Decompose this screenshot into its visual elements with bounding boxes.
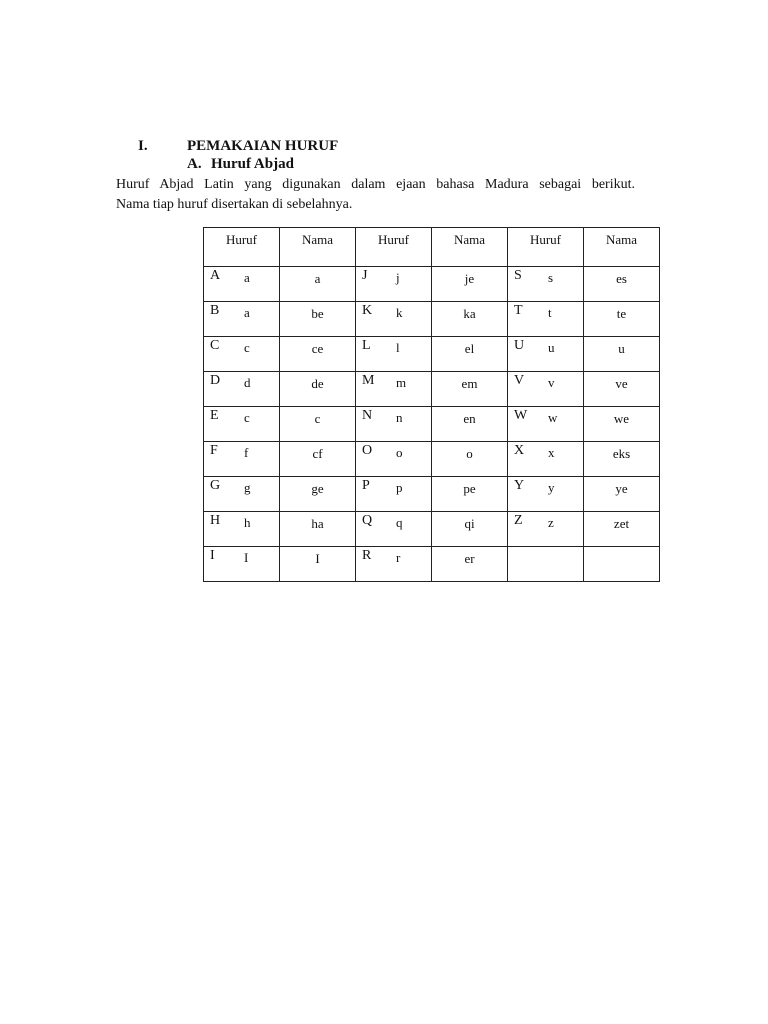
uppercase-letter: T: [514, 303, 523, 318]
uppercase-letter: S: [514, 268, 522, 283]
lowercase-letter: t: [548, 305, 552, 320]
letter-name-cell: [280, 337, 356, 372]
table-row: [204, 337, 660, 372]
letter-name: de: [311, 376, 324, 391]
letter-name-cell: [584, 547, 660, 582]
table-row: [204, 407, 660, 442]
letter-cell: [356, 372, 432, 407]
lowercase-letter: f: [244, 445, 249, 460]
letter-cell: [204, 337, 280, 372]
letter-name-cell: [280, 302, 356, 337]
letter-name: ce: [311, 341, 324, 356]
letter-name: pe: [463, 481, 476, 496]
letter-name-cell: [584, 442, 660, 477]
letter-name-cell: [280, 372, 356, 407]
table-row: [204, 442, 660, 477]
letter-name: je: [464, 271, 475, 286]
letter-name: ye: [615, 481, 628, 496]
uppercase-letter: N: [362, 408, 373, 423]
table-row: [204, 302, 660, 337]
letter-name-cell: [432, 512, 508, 547]
uppercase-letter: Y: [514, 478, 525, 493]
letter-name-cell: [280, 267, 356, 302]
lowercase-letter: z: [548, 515, 554, 530]
lowercase-letter: y: [548, 480, 555, 495]
letter-cell: [356, 407, 432, 442]
letter-cell: [204, 267, 280, 302]
subsection-heading: [187, 156, 294, 173]
lowercase-letter: o: [396, 445, 403, 460]
table-row: [204, 512, 660, 547]
uppercase-letter: A: [210, 268, 221, 283]
letter-name-cell: [584, 337, 660, 372]
letter-cell: [204, 302, 280, 337]
letter-name-cell: [584, 512, 660, 547]
letter-name: [584, 548, 659, 551]
header-nama-1: Nama: [280, 228, 356, 267]
letter-name: c: [314, 411, 321, 426]
table-row: [204, 547, 660, 582]
letter-name: o: [466, 446, 473, 461]
lowercase-letter: h: [244, 515, 251, 530]
lowercase-letter: u: [548, 340, 555, 355]
letter-name: em: [461, 376, 478, 391]
header-huruf-2: Huruf: [356, 228, 432, 267]
letter-name: a: [314, 271, 321, 286]
lowercase-letter: g: [244, 480, 251, 495]
uppercase-letter: P: [362, 478, 370, 493]
letter-name-cell: [432, 337, 508, 372]
lowercase-letter: j: [396, 270, 400, 285]
letter-name: eks: [612, 446, 631, 461]
uppercase-letter: R: [362, 548, 372, 563]
header-nama-3: Nama: [584, 228, 660, 267]
intro-line-1: Huruf Abjad Latin yang digunakan dalam ejaan bahasa Madura sebagai berikut.: [116, 177, 635, 192]
lowercase-letter: d: [244, 375, 251, 390]
uppercase-letter: W: [514, 408, 528, 423]
letter-name-cell: [280, 407, 356, 442]
uppercase-letter: Z: [514, 513, 523, 528]
lowercase-letter: l: [396, 340, 400, 355]
letter-cell: [508, 267, 584, 302]
uppercase-letter: Q: [362, 513, 373, 528]
lowercase-letter: r: [396, 550, 401, 565]
letter-cell: [508, 372, 584, 407]
letter-cell: [204, 407, 280, 442]
letter-cell: [508, 302, 584, 337]
uppercase-letter: O: [362, 443, 373, 458]
table-row: [204, 267, 660, 302]
uppercase-letter: D: [210, 373, 221, 388]
letter-name: er: [464, 551, 475, 566]
intro-line-2: Nama tiap huruf disertakan di sebelahnya.: [116, 197, 353, 212]
letter-name-cell: [432, 442, 508, 477]
letter-name: qi: [464, 516, 475, 531]
letter-name-cell: [432, 547, 508, 582]
uppercase-letter: H: [210, 513, 221, 528]
alphabet-table: [203, 227, 660, 582]
uppercase-letter: U: [514, 338, 525, 353]
letter-cell: [204, 512, 280, 547]
letter-cell: [356, 442, 432, 477]
letter-name-cell: [280, 477, 356, 512]
header-huruf-1: Huruf: [204, 228, 280, 267]
section-title: PEMAKAIAN HURUF: [187, 138, 339, 154]
letter-name-cell: [584, 477, 660, 512]
uppercase-letter: I: [210, 548, 215, 563]
letter-cell: [204, 442, 280, 477]
letter-cell: [356, 547, 432, 582]
lowercase-letter: c: [244, 410, 250, 425]
letter-name: ka: [463, 306, 476, 321]
letter-name-cell: [280, 512, 356, 547]
lowercase-letter: I: [244, 550, 249, 565]
header-huruf-3: Huruf: [508, 228, 584, 267]
uppercase-letter: V: [514, 373, 525, 388]
letter-name: ve: [615, 376, 628, 391]
letter-name-cell: [432, 372, 508, 407]
letter-name-cell: [584, 407, 660, 442]
letter-cell: [356, 267, 432, 302]
lowercase-letter: c: [244, 340, 250, 355]
table-header-row: [204, 228, 660, 267]
uppercase-letter: C: [210, 338, 220, 353]
letter-cell: [204, 372, 280, 407]
section-number: I.: [138, 138, 148, 154]
uppercase-letter: K: [362, 303, 373, 318]
letter-name-cell: [280, 442, 356, 477]
letter-cell: [204, 477, 280, 512]
lowercase-letter: w: [548, 410, 558, 425]
table-row: [204, 372, 660, 407]
letter-cell: [356, 512, 432, 547]
intro-paragraph: [116, 175, 635, 215]
uppercase-letter: J: [362, 268, 368, 283]
lowercase-letter: m: [396, 375, 407, 390]
header-nama-2: Nama: [432, 228, 508, 267]
uppercase-letter: B: [210, 303, 220, 318]
letter-name: te: [616, 306, 627, 321]
letter-name: es: [616, 271, 627, 286]
letter-name-cell: [432, 302, 508, 337]
subsection-letter: A.: [187, 156, 202, 172]
letter-cell: [356, 477, 432, 512]
letter-cell: [508, 407, 584, 442]
letter-name: u: [618, 341, 625, 356]
letter-cell: [204, 547, 280, 582]
letter-name: I: [315, 551, 320, 566]
lowercase-letter: x: [548, 445, 555, 460]
uppercase-letter: M: [362, 373, 375, 388]
letter-name: ge: [311, 481, 324, 496]
lowercase-letter: p: [396, 480, 403, 495]
letter-cell: [508, 337, 584, 372]
letter-name: en: [463, 411, 476, 426]
letter-name-cell: [584, 302, 660, 337]
letter-cell: [356, 302, 432, 337]
letter-cell: [356, 337, 432, 372]
letter-name-cell: [280, 547, 356, 582]
table-row: [204, 477, 660, 512]
letter-cell: [508, 477, 584, 512]
lowercase-letter: n: [396, 410, 403, 425]
letter-name-cell: [432, 267, 508, 302]
letter-name-cell: [584, 372, 660, 407]
lowercase-letter: v: [548, 375, 555, 390]
lowercase-letter: k: [396, 305, 403, 320]
lowercase-letter: a: [244, 270, 250, 285]
letter-cell: [508, 547, 584, 582]
letter-name: cf: [312, 446, 323, 461]
letter-cell: [508, 442, 584, 477]
lowercase-letter: s: [548, 270, 554, 285]
letter-name: we: [613, 411, 630, 426]
letter-name-cell: [584, 267, 660, 302]
uppercase-letter: L: [362, 338, 371, 353]
letter-cell: [508, 512, 584, 547]
uppercase-letter: F: [210, 443, 218, 458]
lowercase-letter: a: [244, 305, 250, 320]
uppercase-letter: E: [210, 408, 219, 423]
letter-name-cell: [432, 477, 508, 512]
subsection-title: Huruf Abjad: [211, 156, 294, 172]
uppercase-letter: G: [210, 478, 221, 493]
lowercase-letter: q: [396, 515, 403, 530]
uppercase-letter: X: [514, 443, 525, 458]
letter-name: ha: [311, 516, 324, 531]
letter-name: be: [311, 306, 324, 321]
letter-name: el: [464, 341, 475, 356]
letter-name-cell: [432, 407, 508, 442]
letter-name: zet: [613, 516, 630, 531]
